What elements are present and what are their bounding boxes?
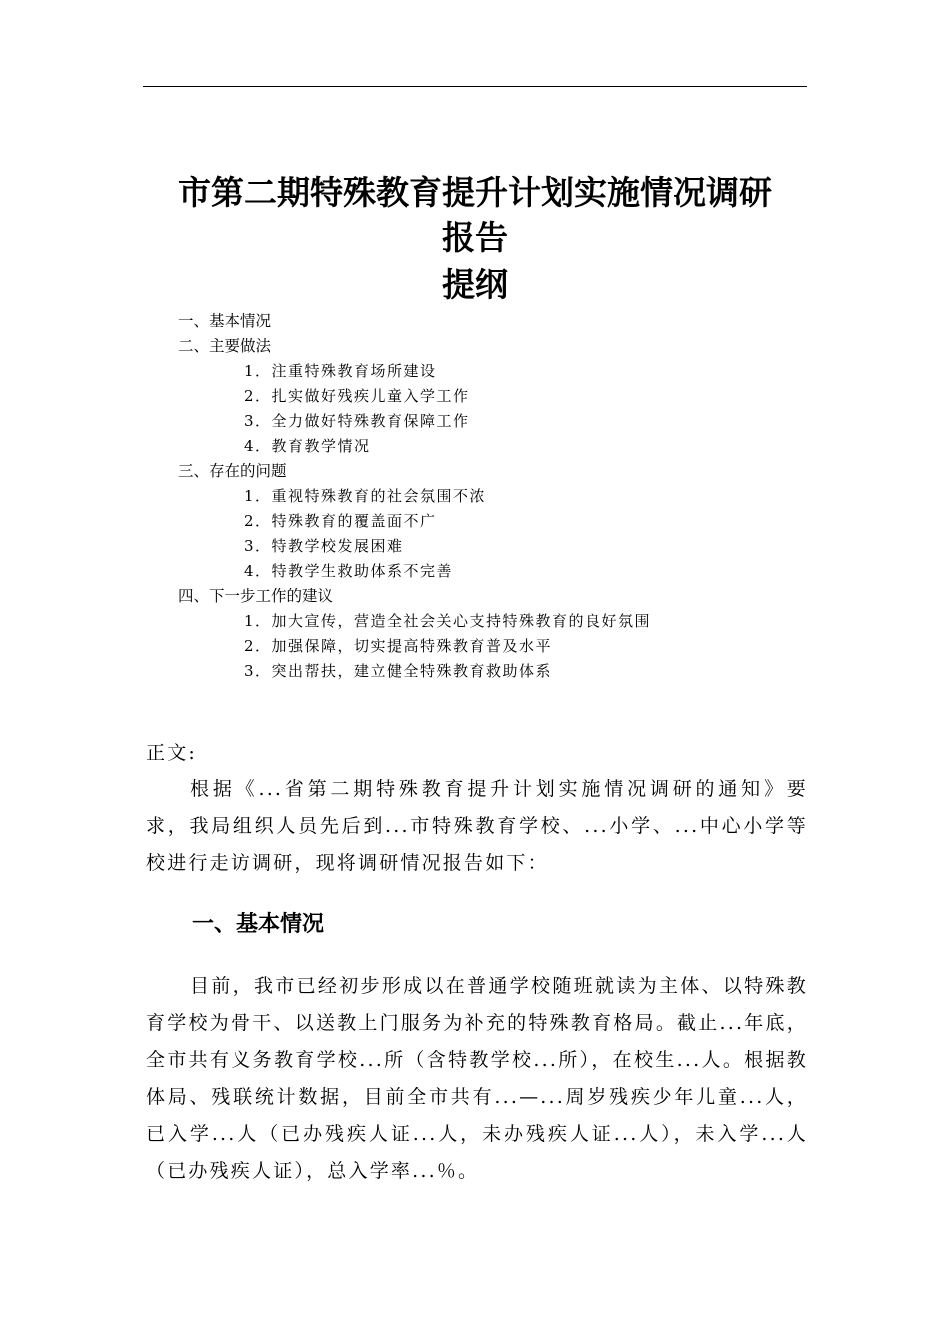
document-title-line-2: 报告 [442, 218, 508, 257]
document-title-line-1: 市第二期特殊教育提升计划实施情况调研 [178, 173, 772, 212]
section-heading: 一、基本情况 [192, 912, 325, 937]
outline-item: 2．特殊教育的覆盖面不广 [244, 512, 437, 530]
outline-item: 3．全力做好特殊教育保障工作 [244, 412, 470, 430]
outline-item: 2．加强保障，切实提高特殊教育普及水平 [244, 637, 553, 655]
document-subtitle: 提纲 [442, 265, 508, 304]
outline-item: 3．突出帮扶，建立健全特殊教育救助体系 [244, 662, 553, 680]
outline-section-3: 三、存在的问题 [178, 462, 287, 480]
outline-section-2: 二、主要做法 [178, 337, 272, 355]
outline-section-4: 四、下一步工作的建议 [178, 587, 334, 605]
outline-item: 2．扎实做好残疾儿童入学工作 [244, 387, 470, 405]
outline-item: 4．教育教学情况 [244, 437, 371, 455]
outline-item: 1．重视特殊教育的社会氛围不浓 [244, 487, 487, 505]
outline-item: 4．特教学生救助体系不完善 [244, 562, 454, 580]
outline-item: 1．加大宣传，营造全社会关心支持特殊教育的良好氛围 [244, 612, 652, 630]
outline-item: 3．特教学校发展困难 [244, 537, 404, 555]
intro-paragraph: 根据《...省第二期特殊教育提升计划实施情况调研的通知》要求，我局组织人员先后到...市特殊教育学校、...小学、...中心小学等校进行走访调研，现将调研情况报告如下： [146, 778, 808, 874]
outline-item: 1．注重特殊教育场所建设 [244, 362, 437, 380]
outline-section-1: 一、基本情况 [178, 312, 272, 330]
section-paragraph: 目前，我市已经初步形成以在普通学校随班就读为主体、以特殊教育学校为骨干、以送教上门服务为补充的特殊教育格局。截止...年底，全市共有义务教育学校...所（含特教学校...所），在校生...人。根据教体局、残联统计数据，目前全市共有...—...周岁残疾少年儿童...人，已入学...人（已办残疾人证...人，未办残疾人证...人），未入学...人（已办残疾人证），总入学率...％。 [146, 975, 808, 1182]
body-label: 正文: [146, 742, 198, 764]
header-rule [143, 86, 807, 87]
